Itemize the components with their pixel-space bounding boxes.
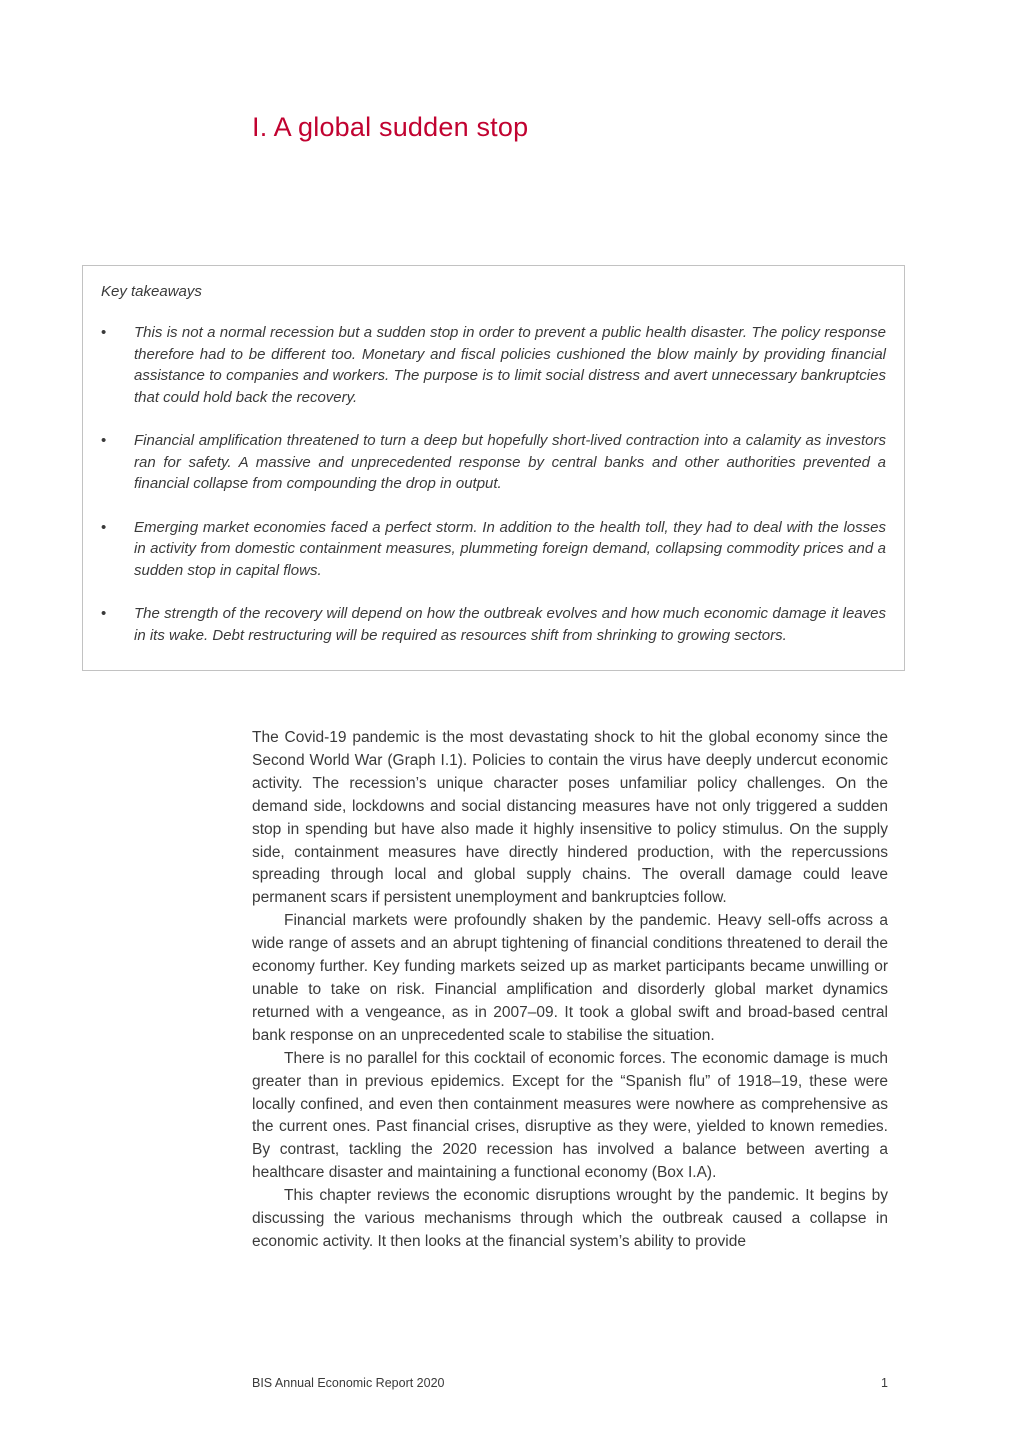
body-text <box>252 727 888 1254</box>
key-takeaway-item <box>101 322 886 408</box>
bullet-icon: • <box>101 432 107 449</box>
key-takeaways-box <box>82 265 905 671</box>
key-takeaways-list <box>101 322 886 646</box>
footer-page-number: 1 <box>881 1376 888 1390</box>
key-takeaways-heading: Key takeaways <box>101 283 202 300</box>
key-takeaway-item <box>101 517 886 582</box>
key-takeaway-text: The strength of the recovery will depend on how the outbreak evolves and how much economic damage it leaves in its wake. Debt restructuring will be required as resources shift from shrinking to growing sectors. <box>134 605 886 644</box>
page-footer <box>252 1376 888 1390</box>
body-paragraph: The Covid-19 pandemic is the most devastating shock to hit the global economy since the Second World War (Graph I.1). Policies to contain the virus have deeply undercut economic activity. The recession’s unique character poses unfamiliar policy challenges. On the demand side, lockdowns and social distancing measures have not only triggered a sudden stop in spending but have also made it highly insensitive to policy stimulus. On the supply side, containment measures have directly hindered production, with the repercussions spreading through local and global supply chains. The overall damage could leave permanent scars if persistent unemployment and bankruptcies follow. <box>252 729 888 907</box>
bullet-icon: • <box>101 518 107 536</box>
key-takeaway-item <box>101 603 886 646</box>
bullet-icon: • <box>101 324 107 341</box>
body-paragraph: There is no parallel for this cocktail of economic forces. The economic damage is much greater than in previous epidemics. Except for the “Spanish flu” of 1918–19, these were locally confined, and even then containment measures were nowhere as comprehensive as the current ones. Past financial crises, disruptive as they were, yielded to known remedies. By contrast, tackling the 2020 recession has involved a balance between averting a healthcare disaster and maintaining a functional economy (Box I.A). <box>252 1049 888 1182</box>
key-takeaway-item <box>101 430 886 495</box>
body-paragraph: This chapter reviews the economic disruptions wrought by the pandemic. It begins by discussing the various mechanisms through which the outbreak caused a collapse in economic activity. It then looks at the financial system’s ability to provide <box>252 1187 888 1250</box>
key-takeaway-text: Financial amplification threatened to turn a deep but hopefully short-lived contraction into a calamity as investors ran for safety. A massive and unprecedented response by central banks and other authorities prevented a financial collapse from compounding the drop in output. <box>134 432 886 492</box>
bullet-icon: • <box>101 605 107 622</box>
body-paragraph: Financial markets were profoundly shaken by the pandemic. Heavy sell-offs across a wide range of assets and an abrupt tightening of financial conditions threatened to derail the economy further. Key funding markets seized up as market participants became unwilling or unable to take on risk. Financial amplification and disorderly global market dynamics returned with a vengeance, as in 2007–09. It took a global swift and broad-based central bank response on an unprecedented scale to stabilise the situation. <box>252 912 888 1044</box>
footer-report-title: BIS Annual Economic Report 2020 <box>252 1376 445 1390</box>
key-takeaway-text: This is not a normal recession but a sudden stop in order to prevent a public health disaster. The policy response therefore had to be different too. Monetary and fiscal policies cushioned the blow mainly by providing financial assistance to companies and workers. The purpose is to limit social distress and avert unnecessary bankruptcies that could hold back the recovery. <box>134 324 886 406</box>
chapter-title: I. A global sudden stop <box>252 112 529 142</box>
key-takeaway-text: Emerging market economies faced a perfect storm. In addition to the health toll, they had to deal with the losses in activity from domestic containment measures, plummeting foreign demand, collapsing commodity prices and a sudden stop in capital flows. <box>134 518 886 579</box>
